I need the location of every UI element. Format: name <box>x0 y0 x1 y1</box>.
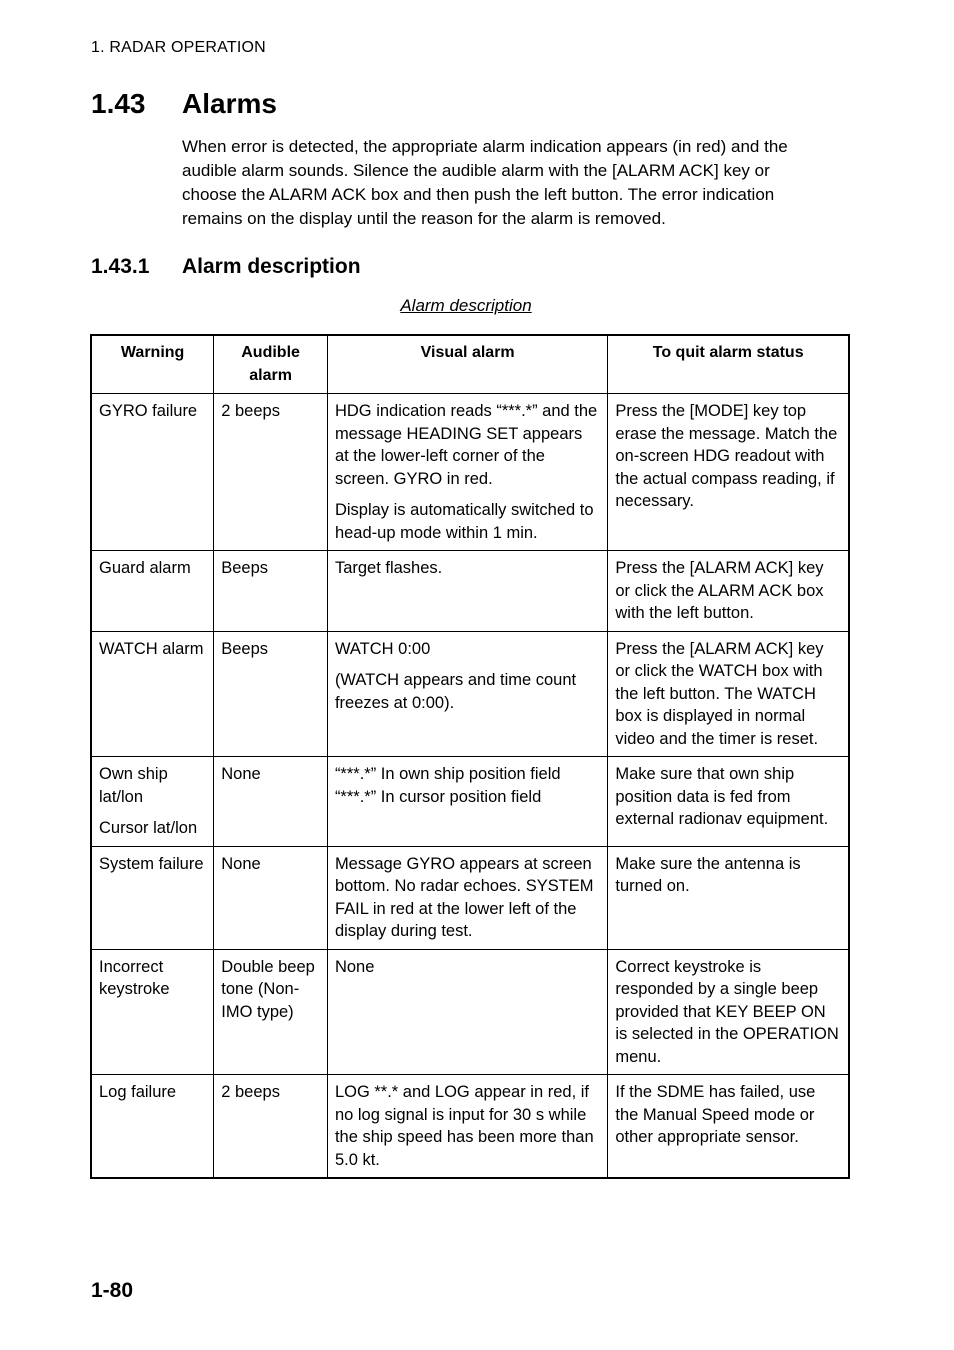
table-row <box>91 949 849 1075</box>
cell-visual: “***.*” In own ship position field “***.*” In cursor position field <box>327 757 607 847</box>
cell-visual: Target flashes. <box>327 551 607 632</box>
cell-visual: HDG indication reads “***.*” and the message HEADING SET appears at the lower-left corner of the screen. GYRO in red. Display is automatically switched to head-up mode within 1 min. <box>327 394 607 551</box>
intro-line: remains on the display until the reason for the alarm is removed. <box>182 209 666 228</box>
cell-quit: If the SDME has failed, use the Manual Speed mode or other appropriate sensor. <box>608 1075 849 1179</box>
cell-visual: WATCH 0:00 (WATCH appears and time count freezes at 0:00). <box>327 631 607 757</box>
subsection-title: Alarm description <box>182 255 361 278</box>
intro-line: When error is detected, the appropriate alarm indication appears (in red) and the <box>182 137 788 156</box>
header-visual-alarm: Visual alarm <box>327 335 607 394</box>
cell-quit: Make sure that own ship position data is fed from external radionav equipment. <box>608 757 849 847</box>
cell-warning: System failure <box>91 846 214 949</box>
table-row <box>91 631 849 757</box>
cell-quit: Make sure the antenna is turned on. <box>608 846 849 949</box>
cell-visual: None <box>327 949 607 1075</box>
cell-audible: None <box>214 757 328 847</box>
table-row <box>91 1075 849 1179</box>
table-caption: Alarm description <box>400 296 532 315</box>
table-header-row <box>91 335 849 394</box>
table-row <box>91 551 849 632</box>
table-row <box>91 394 849 551</box>
section-number: 1.43 <box>91 88 146 119</box>
intro-line: choose the ALARM ACK box and then push the left button. The error indication <box>182 185 775 204</box>
running-header: 1. RADAR OPERATION <box>91 39 266 56</box>
cell-warning: Guard alarm <box>91 551 214 632</box>
intro-paragraph <box>182 135 852 231</box>
subsection-heading <box>91 255 361 279</box>
cell-quit: Press the [ALARM ACK] key or click the WATCH box with the left button. The WATCH box is displayed in normal video and the timer is reset. <box>608 631 849 757</box>
cell-audible: Beeps <box>214 631 328 757</box>
table-row <box>91 846 849 949</box>
cell-quit: Press the [ALARM ACK] key or click the ALARM ACK box with the left button. <box>608 551 849 632</box>
header-warning: Warning <box>91 335 214 394</box>
page-number: 1-80 <box>91 1279 134 1302</box>
cell-warning: WATCH alarm <box>91 631 214 757</box>
cell-audible: 2 beeps <box>214 1075 328 1179</box>
header-quit-alarm-status: To quit alarm status <box>608 335 849 394</box>
alarm-table <box>90 334 850 1179</box>
cell-warning: Log failure <box>91 1075 214 1179</box>
cell-audible: Beeps <box>214 551 328 632</box>
subsection-number: 1.43.1 <box>91 255 150 278</box>
cell-warning: Incorrect keystroke <box>91 949 214 1075</box>
cell-warning: Own ship lat/lon Cursor lat/lon <box>91 757 214 847</box>
header-audible-alarm: Audible alarm <box>214 335 328 394</box>
cell-quit: Press the [MODE] key top erase the message. Match the on-screen HDG readout with the actual compass reading, if necessary. <box>608 394 849 551</box>
cell-quit: Correct keystroke is responded by a single beep provided that KEY BEEP ON is selected in the OPERATION menu. <box>608 949 849 1075</box>
cell-warning: GYRO failure <box>91 394 214 551</box>
cell-audible: None <box>214 846 328 949</box>
intro-line: audible alarm sounds. Silence the audible alarm with the [ALARM ACK] key or <box>182 161 770 180</box>
section-heading <box>91 88 277 120</box>
section-title: Alarms <box>182 88 277 119</box>
cell-visual: Message GYRO appears at screen bottom. No radar echoes. SYSTEM FAIL in red at the lower left of the display during test. <box>327 846 607 949</box>
cell-visual: LOG **.* and LOG appear in red, if no log signal is input for 30 s while the ship speed has been more than 5.0 kt. <box>327 1075 607 1179</box>
table-row <box>91 757 849 847</box>
cell-audible: Double beep tone (Non-IMO type) <box>214 949 328 1075</box>
cell-audible: 2 beeps <box>214 394 328 551</box>
